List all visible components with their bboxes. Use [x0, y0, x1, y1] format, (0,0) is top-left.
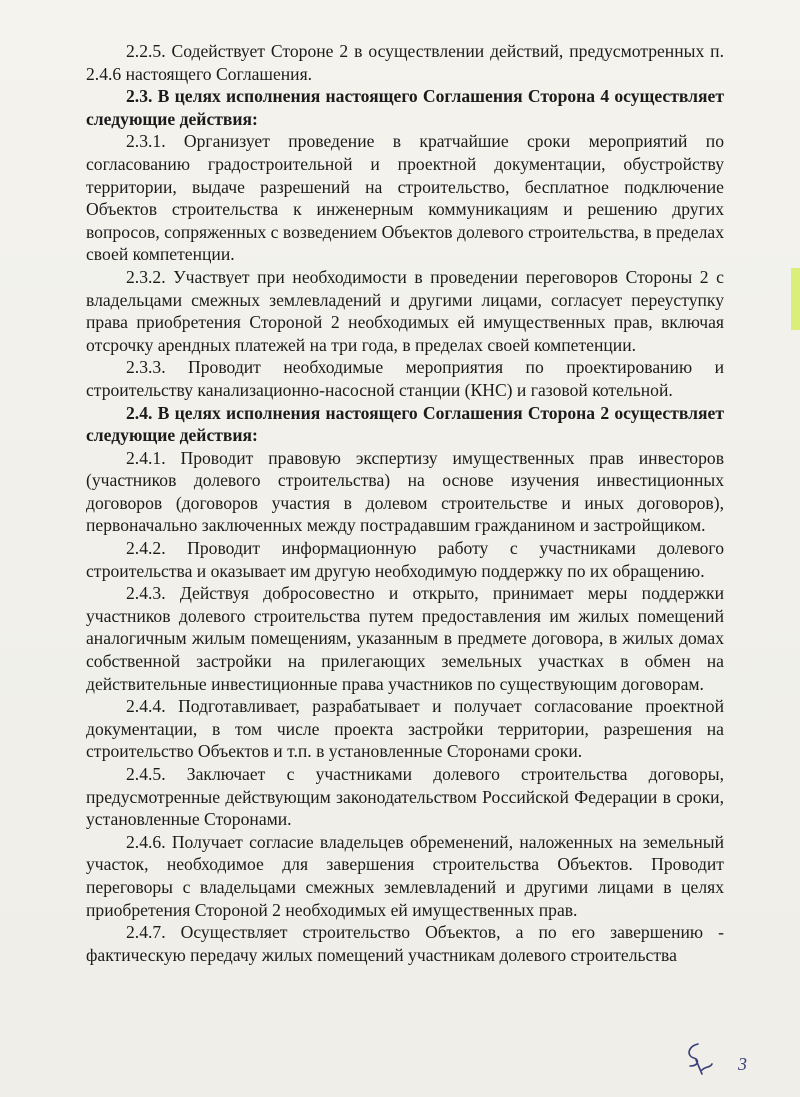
- clause-2-4-7: 2.4.7. Осуществляет строительство Объектов, а по его завершению - фактическую передачу жилых помещений участникам долевого строительства: [86, 922, 724, 965]
- signature-icon: [680, 1040, 716, 1080]
- clause-2-4-1: 2.4.1. Проводит правовую экспертизу имущественных прав инвесторов (участников долевого строительства) на основе изучения инвестиционных договоров (договоров участия в долевом строительстве и иных договоров), первоначально заключенных между пострадавшим гражданином и застройщиком.: [86, 447, 724, 536]
- clause-2-4-2: 2.4.2. Проводит информационную работу с участниками долевого строительства и оказывает им другую необходимую поддержку по их обращению.: [86, 538, 724, 581]
- clause-2-3-heading: 2.3. В целях исполнения настоящего Соглашения Сторона 4 осуществляет следующие действия:: [86, 86, 724, 129]
- clause-2-4-4: 2.4.4. Подготавливает, разрабатывает и получает согласование проектной документации, в том числе проекта застройки территории, разрешения на строительство Объектов и т.п. в установленные Сторонами сроки.: [86, 696, 724, 762]
- clause-2-3-3: 2.3.3. Проводит необходимые мероприятия по проектированию и строительству канализационно-насосной станции (КНС) и газовой котельной.: [86, 357, 724, 400]
- page-edge-mark: [791, 268, 800, 330]
- clause-2-3-2: 2.3.2. Участвует при необходимости в проведении переговоров Стороны 2 с владельцами смежных землевладений и другими лицами, согласует переуступку права приобретения Стороной 2 необходимых ей имущественных прав, включая отсрочку арендных платежей на три года, в пределах своей компетенции.: [86, 266, 724, 355]
- document-body: [86, 40, 724, 966]
- clause-2-2-5: 2.2.5. Содействует Стороне 2 в осуществлении действий, предусмотренных п. 2.4.6 настоящего Соглашения.: [86, 41, 724, 84]
- clause-2-4-3: 2.4.3. Действуя добросовестно и открыто, принимает меры поддержки участников долевого строительства путем предоставления им жилых помещений аналогичным жилым помещениям, указанным в предмете договора, в жилых домах собственной застройки на прилегающих земельных участках в обмен на действительные инвестиционные права участников по существующим договорам.: [86, 583, 724, 694]
- clause-2-4-heading: 2.4. В целях исполнения настоящего Соглашения Сторона 2 осуществляет следующие действия:: [86, 402, 724, 446]
- clause-2-4-6: 2.4.6. Получает согласие владельцев обременений, наложенных на земельный участок, необходимое для завершения строительства Объектов. Проводит переговоры с владельцами смежных землевладений и другими лицами в целях приобретения Стороной 2 необходимых ей имущественных прав.: [86, 831, 724, 920]
- clause-2-3-1: 2.3.1. Организует проведение в кратчайшие сроки мероприятий по согласованию градостроительной и проектной документации, обустройству территории, выдаче разрешений на строительство, бесплатное подключение Объектов строительства к инженерным коммуникациям и решению других вопросов, сопряженных с возведением Объектов долевого строительства, в пределах своей компетенции.: [86, 131, 724, 265]
- clause-2-4-5: 2.4.5. Заключает с участниками долевого строительства договоры, предусмотренные действующим законодательством Российской Федерации в сроки, установленные Сторонами.: [86, 764, 724, 830]
- page-number: 3: [738, 1054, 747, 1074]
